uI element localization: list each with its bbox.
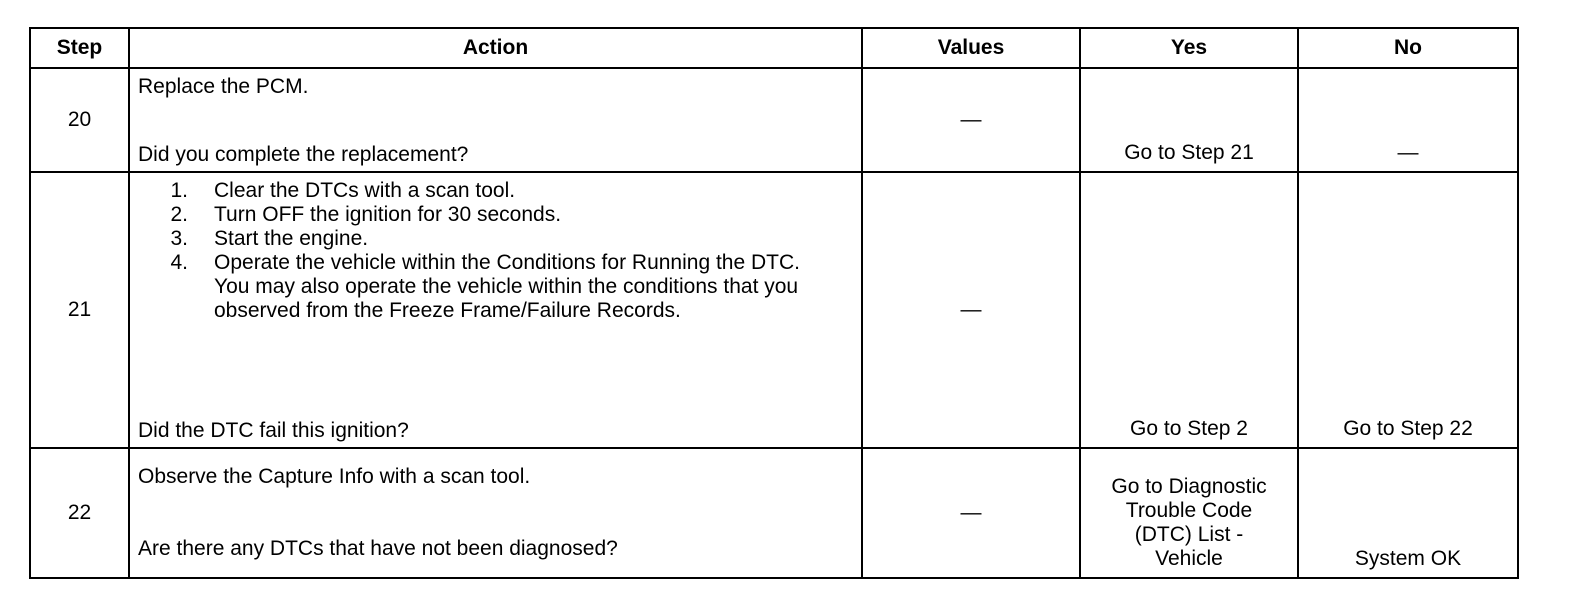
values-cell: — xyxy=(862,68,1080,172)
table-row xyxy=(30,68,1518,172)
list-item-number: 2. xyxy=(170,203,188,226)
action-cell xyxy=(129,68,862,172)
header-step: Step xyxy=(30,28,129,68)
header-yes: Yes xyxy=(1080,28,1298,68)
table-row xyxy=(30,448,1518,578)
header-values: Values xyxy=(862,28,1080,68)
list-item-number: 4. xyxy=(170,251,188,274)
list-item-text: Clear the DTCs with a scan tool. xyxy=(214,179,516,202)
no-cell: System OK xyxy=(1298,448,1518,578)
list-item-text: Start the engine. xyxy=(214,227,369,250)
list-item-text: Operate the vehicle within the Conditions for Running the DTC. You may also operate the vehicle within the conditions that you observed from the Freeze Frame/Failure Records. xyxy=(214,251,800,322)
diagnostic-table xyxy=(29,27,1519,579)
yes-cell: Go to Step 2 xyxy=(1080,172,1298,448)
header-row xyxy=(30,28,1518,68)
header-no: No xyxy=(1298,28,1518,68)
list-item xyxy=(170,251,853,323)
list-item-number: 3. xyxy=(170,227,188,250)
action-cell xyxy=(129,448,862,578)
list-item xyxy=(170,179,853,203)
values-cell: — xyxy=(862,172,1080,448)
list-item-text: Turn OFF the ignition for 30 seconds. xyxy=(214,203,562,226)
list-item xyxy=(170,203,853,227)
action-question: Did you complete the replacement? xyxy=(138,143,469,166)
action-instruction: Observe the Capture Info with a scan tool. xyxy=(138,465,531,488)
no-cell: Go to Step 22 xyxy=(1298,172,1518,448)
step-number: 22 xyxy=(30,448,129,578)
yes-cell: Go to Diagnostic Trouble Code (DTC) List - Vehicle xyxy=(1080,448,1298,578)
header-action: Action xyxy=(129,28,862,68)
step-number: 20 xyxy=(30,68,129,172)
step-number: 21 xyxy=(30,172,129,448)
action-question: Did the DTC fail this ignition? xyxy=(138,419,409,442)
list-item-number: 1. xyxy=(170,179,188,202)
values-cell: — xyxy=(862,448,1080,578)
action-instruction: Replace the PCM. xyxy=(138,75,309,98)
action-cell xyxy=(129,172,862,448)
list-item xyxy=(170,227,853,251)
no-cell: — xyxy=(1298,68,1518,172)
yes-cell: Go to Step 21 xyxy=(1080,68,1298,172)
table-row xyxy=(30,172,1518,448)
procedure-list xyxy=(138,179,853,323)
action-question: Are there any DTCs that have not been diagnosed? xyxy=(138,537,618,560)
